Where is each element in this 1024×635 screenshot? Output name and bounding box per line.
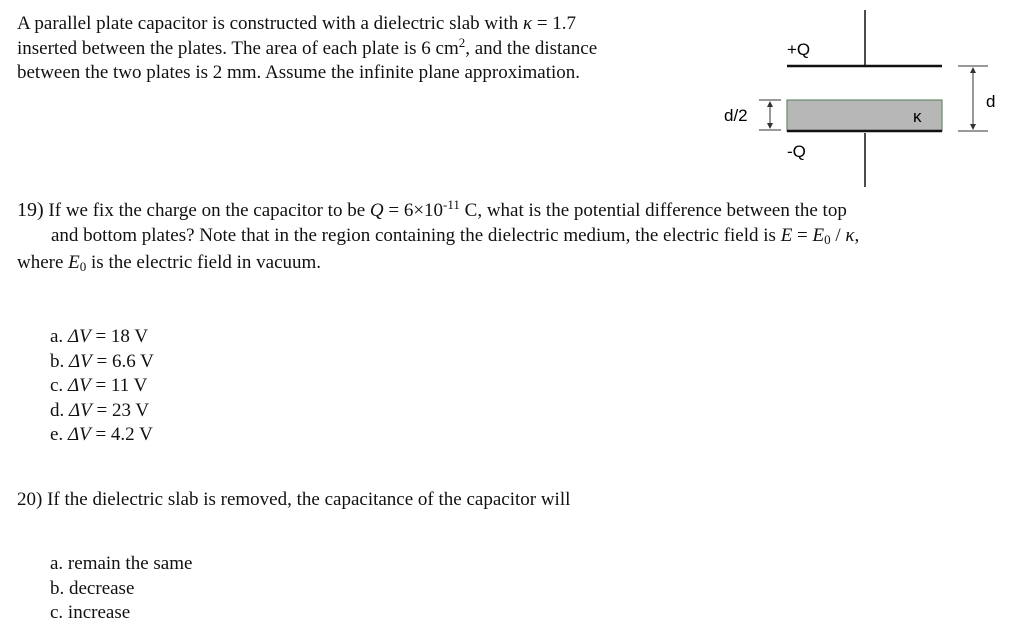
q19-line-3: where $E_0$ is the electric field in vacuum.: [17, 252, 322, 274]
gap-arrowhead-down: [970, 124, 976, 130]
q19-option-c[interactable]: c. ΔV = 11 V: [50, 375, 148, 396]
intro-line-2: inserted between the plates. The area of each plate is 6 $cm^2$, and the distance: [17, 34, 598, 59]
gap-label: d: [986, 92, 996, 111]
q20-option-c[interactable]: c. increase: [50, 602, 131, 623]
top-plate-label: +Q: [787, 40, 811, 59]
intro-line-3: between the two plates is 2 mm. Assume the infinite plane approximation.: [17, 62, 581, 83]
question-20: 20) If the dielectric slab is removed, the capacitance of the capacitor will: [17, 489, 571, 510]
question-19: [17, 198, 859, 275]
q19-number: 19): [17, 199, 44, 221]
bottom-plate-label: -Q: [787, 142, 806, 161]
slab-kappa-label: κ: [913, 107, 922, 126]
q19-line-1: 19) If we fix the charge on the capacitor to be $Q = 6\times 10^{-11}$ C, what is the potential difference between the top: [17, 197, 847, 221]
gap-arrowhead-up: [970, 67, 976, 73]
q19-option-e[interactable]: e. ΔV = 4.2 V: [50, 424, 153, 445]
half-gap-label: d/2: [724, 106, 748, 125]
q20-options: [50, 552, 192, 626]
q19-line-2: and bottom plates? Note that in the region containing the dielectric medium, the electric field is $E = E_0 / \kappa$,: [51, 225, 860, 247]
q19-option-a[interactable]: a. ΔV = 18 V: [50, 326, 149, 347]
half-gap-arrowhead-up: [767, 101, 773, 107]
q20-option-a[interactable]: a. remain the same: [50, 553, 193, 574]
q19-option-b[interactable]: b. ΔV = 6.6 V: [50, 350, 154, 372]
half-gap-arrowhead-down: [767, 123, 773, 129]
q20-option-b[interactable]: b. decrease: [50, 577, 135, 599]
q19-option-d[interactable]: d. ΔV = 23 V: [50, 399, 150, 421]
intro-line-1: A parallel plate capacitor is constructed with a dielectric slab with κ = 1.7: [17, 13, 577, 34]
q19-options: [50, 325, 154, 448]
kappa-symbol: κ: [522, 13, 533, 34]
